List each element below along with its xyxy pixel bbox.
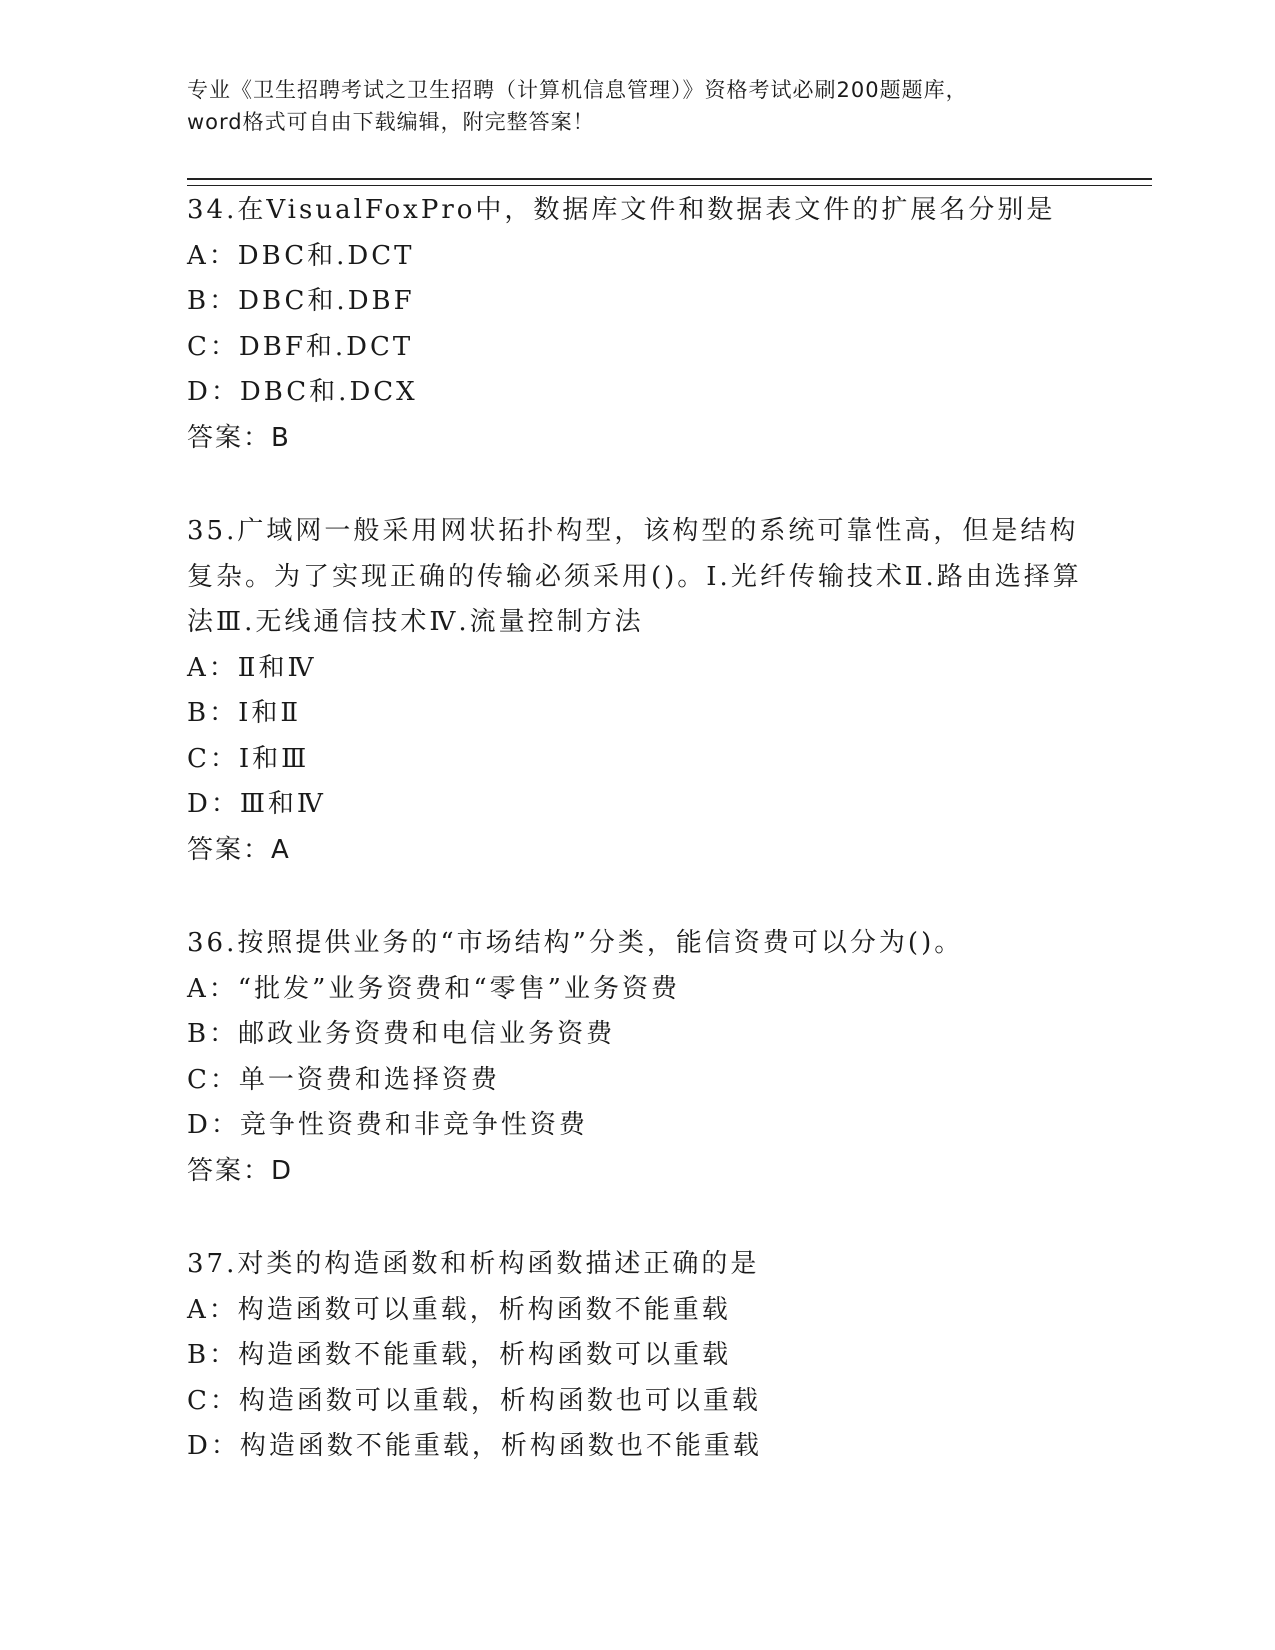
question-stem: 37.对类的构造函数和析构函数描述正确的是: [187, 1249, 760, 1279]
header-divider: [187, 178, 1152, 186]
option-c: C：单一资费和选择资费: [187, 1064, 500, 1095]
question-list: [187, 188, 1087, 1518]
option-d: D：DBC和.DCX: [187, 377, 418, 407]
option-b: B：Ⅰ和Ⅱ: [187, 698, 302, 728]
answer: 答案：D: [187, 1155, 294, 1186]
option-d: D：竞争性资费和非竞争性资费: [187, 1110, 588, 1140]
option-a: A：“批发”业务资费和“零售”业务资费: [187, 973, 680, 1004]
question-stem: 34.在VisualFoxPro中，数据库文件和数据表文件的扩展名分别是: [187, 195, 1056, 225]
option-c: C：构造函数可以重载，析构函数也可以重载: [187, 1385, 761, 1416]
option-a: A：DBC和.DCT: [187, 240, 415, 271]
header-line-1: 专业《卫生招聘考试之卫生招聘（计算机信息管理）》资格考试必刷200题题库，: [187, 78, 968, 102]
answer: 答案：B: [187, 422, 291, 453]
question-stem: 36.按照提供业务的“市场结构”分类，能信资费可以分为()。: [187, 928, 964, 958]
option-b: B：构造函数不能重载，析构函数可以重载: [187, 1340, 732, 1370]
question-35: [187, 509, 1087, 873]
question-37: [187, 1242, 1087, 1470]
option-c: C：Ⅰ和Ⅲ: [187, 743, 310, 774]
option-d: D：Ⅲ和Ⅳ: [187, 789, 326, 819]
question-34: [187, 188, 1087, 461]
document-header: [187, 74, 1087, 138]
answer: 答案：A: [187, 834, 291, 865]
option-a: A：Ⅱ和Ⅳ: [187, 652, 317, 683]
option-d: D：构造函数不能重载，析构函数也不能重载: [187, 1431, 762, 1461]
option-c: C：DBF和.DCT: [187, 331, 414, 362]
header-line-2: word格式可自由下载编辑，附完整答案！: [187, 110, 595, 134]
option-b: B：邮政业务资费和电信业务资费: [187, 1019, 616, 1049]
question-36: [187, 921, 1087, 1194]
question-stem: 35.广域网一般采用网状拓扑构型，该构型的系统可靠性高，但是结构复杂。为了实现正确的传输必须采用()。Ⅰ.光纤传输技术Ⅱ.路由选择算法Ⅲ.无线通信技术Ⅳ.流量控制方法: [187, 516, 1082, 637]
option-b: B：DBC和.DBF: [187, 286, 415, 316]
option-a: A：构造函数可以重载，析构函数不能重载: [187, 1294, 731, 1325]
